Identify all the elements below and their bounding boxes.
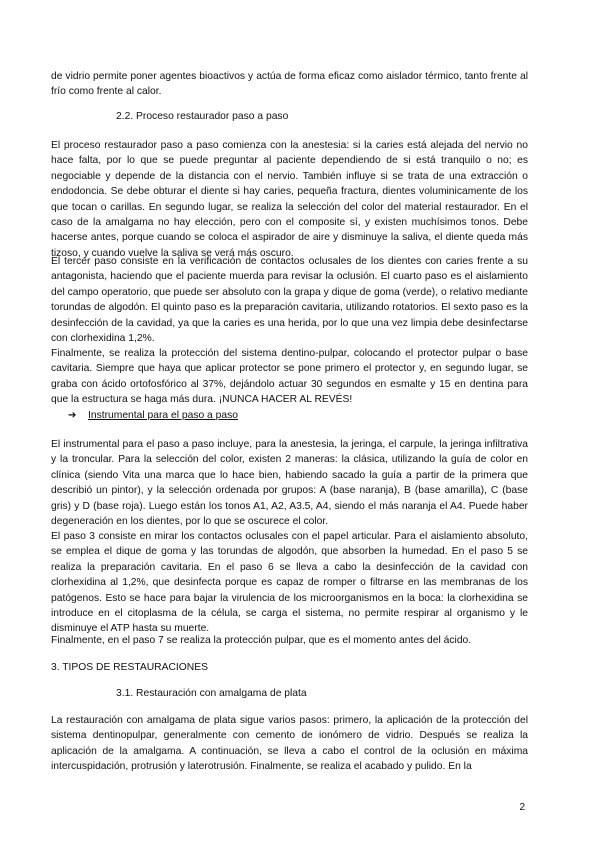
section-heading-3-1: 3.1. Restauración con amalgama de plata: [116, 688, 307, 699]
arrow-bullet-icon: ➔: [68, 410, 77, 421]
paragraph-instrumental: El instrumental para el paso a paso incluye, para la anestesia, la jeringa, el carpule, la jeringa infiltrativa y la troncular. Para la selección del color, existen 2 maneras: la clásica, utilizando la guía de color en clínica (siendo Vita una marca que lo hace bien, habiendo sacado la guía a partir de la primera que describió un pintor), y la selección ordenada por grupos: A (base naranja), B (base amarilla), C (base gris) y D (base roja). Luego están los tonos A1, A2, A3.5, A4, siendo el más naranja el A4. Puede haber degeneración en los dientes, por lo que se oscurece el color.: [51, 439, 528, 528]
paragraph-pulp-protection: Finalmente, se realiza la protección del sistema dentino-pulpar, colocando el protector pulpar o base cavitaria. Siempre que haya que aplicar protector se pone primero el protector y, en segundo lugar, se graba con ácido ortofosfórico al 37%, dejándolo actuar 30 segundos en esmalte y 15 en dentina para que la estructura se haga más dura. ¡NUNCA HACER AL REVÉS!: [51, 348, 528, 406]
bullet-heading-instrumental: Instrumental para el paso a paso: [88, 410, 238, 421]
paragraph-step-7: Finalmente, en el paso 7 se realiza la protección pulpar, que es el momento antes del ácido.: [51, 635, 472, 646]
paragraph-steps-detail: El paso 3 consiste en mirar los contactos oclusales con el papel articular. Para el aislamiento absoluto, se emplea el dique de goma y las torundas de algodón, que absorben la humedad. En el paso 5 se realiza la preparación cavitaria. En el paso 6 se lleva a cabo la desinfección de la cavidad con clorhexidina al 1,2%, que desinfecta porque es capaz de romper o filtrarse en las membranas de los patógenos. Esto se hace para bajar la virulencia de los microorganismos en la boca: la clorhexidina se introduce en el citoplasma de la célula, se carga el sistema, no permite respirar al organismo y le disminuye el ATP hasta su muerte.: [51, 531, 528, 635]
section-heading-3: 3. TIPOS DE RESTAURACIONES: [51, 662, 208, 673]
section-heading-2-2: 2.2. Proceso restaurador paso a paso: [116, 111, 289, 122]
paragraph-process-start: El proceso restaurador paso a paso comienza con la anestesia: si la caries está alejada del nervio no hace falta, por lo que se puede preguntar al paciente dependiendo de si está tranquilo o no; es negociable y depende de la distancia con el nervio. También influye si se trata de una extracción o endodoncia. Se debe obturar el diente si hay caries, pequeña fractura, dientes voluminicamente de los que tocan o carillas. En segundo lugar, se realiza la selección del color del material restaurador. En el caso de la amalgama no hay elección, pero con el composite sí, y existen muchísimos tonos. Debe hacerse antes, porque cuando se coloca el aspirador de aire y disminuye la saliva, el diente queda más tizoso, y cuando vuelve la saliva se verá más oscuro.: [51, 140, 528, 259]
page-number: 2: [519, 802, 525, 813]
paragraph-amalgam: La restauración con amalgama de plata sigue varios pasos: primero, la aplicación de la protección del sistema dentinopulpar, generalmente con cemento de ionómero de vidrio. Después se realiza la aplicación de la amalgama. A continuación, se lleva a cabo el control de la oclusión en máxima intercuspidación, protrusión y laterotrusión. Finalmente, se realiza el acabado y pulido. En la: [51, 715, 528, 773]
paragraph-intro: de vidrio permite poner agentes bioactivos y actúa de forma eficaz como aislador térmico, tanto frente al frío como frente al calor.: [51, 71, 528, 98]
paragraph-steps-3-6: El tercer paso consiste en la verificación de contactos oclusales de los dientes con caries frente a su antagonista, haciendo que el paciente muerda para revisar la oclusión. El cuarto paso es el aislamiento del campo operatorio, que puede ser absoluto con la grapa y dique de goma (verde), o relativo mediante torundas de algodón. El quinto paso es la preparación cavitaria, utilizando rotatorios. El sexto paso es la desinfección de la cavidad, ya que la caries es una herida, por lo que una vez limpia debe desinfectarse con clorhexidina 1,2%.: [51, 256, 528, 345]
